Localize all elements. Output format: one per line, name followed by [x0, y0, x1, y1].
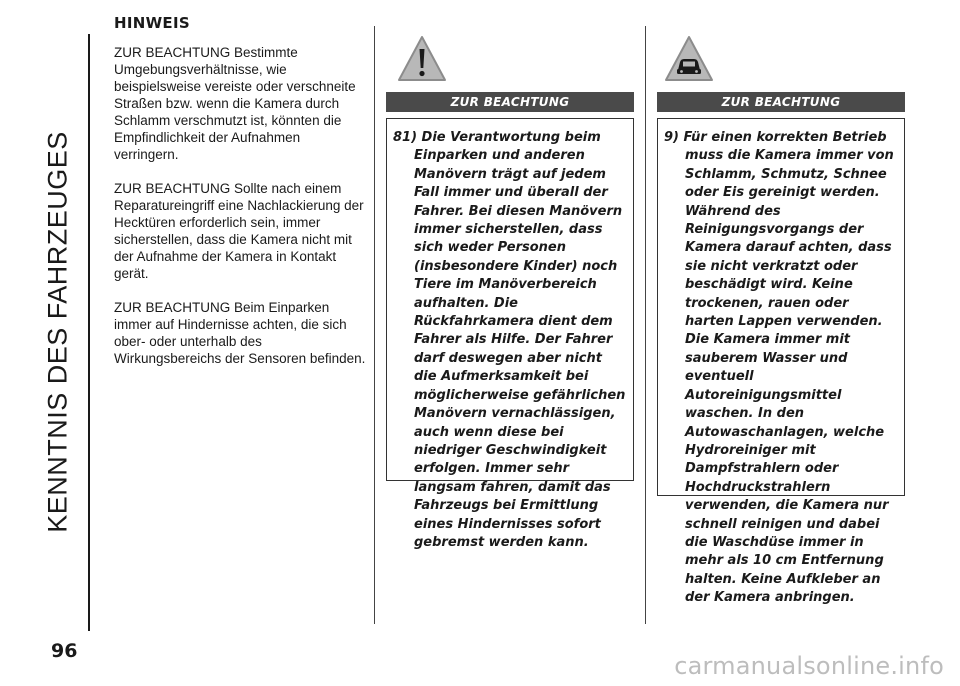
side-section-title: KENNTNIS DES FAHRZEUGES	[42, 131, 73, 533]
hinweis-paragraph: ZUR BEACHTUNG Bestimmte Umgebungsverhältnisse, wie beispielsweise vereiste oder verschneite Straßen bzw. wenn die Kamera durch Schlamm verschmutzt ist, könnten die Empfindlichkeit der Aufnahmen verringern.	[114, 45, 356, 162]
warning-box	[657, 118, 905, 606]
warning-label-bar: ZUR BEACHTUNG	[386, 92, 634, 112]
warning-box	[386, 118, 634, 550]
hinweis-column	[114, 14, 366, 384]
column-divider	[645, 26, 646, 624]
warning-text: 9) Für einen korrekten Betrieb muss die Kamera immer von Schlamm, Schmutz, Schnee oder Eis gereinigt werden. Während des Reinigungsvorgangs der Kamera darauf achten, dass sie nicht verkratzt oder beschädigt wird. Keine trockenen, rauen oder harten Lappen verwenden. Die Kamera immer mit sauberem Wasser und eventuell Autoreinigungsmittel waschen. In den Autowaschanlagen, welche Hydroreiniger mit Dampfstrahlern oder Hochdruckstrahlern verwenden, die Kamera nur schnell reinigen und dabei die Waschdüse immer in mehr als 10 cm Entfernung halten. Keine Aufkleber an der Kamera anbringen.	[664, 130, 894, 606]
warning-label-bar: ZUR BEACHTUNG	[657, 92, 905, 112]
column-divider	[374, 26, 375, 624]
exclamation-warning-icon	[396, 34, 448, 84]
side-rule	[88, 34, 90, 631]
hinweis-paragraph: ZUR BEACHTUNG Sollte nach einem Reparatureingriff eine Nachlackierung der Hecktüren erforderlich sein, immer sicherstellen, dass die Kamera nicht mit der Aufnahme der Kamera in Kontakt gerät.	[114, 181, 364, 281]
hinweis-paragraph: ZUR BEACHTUNG Beim Einparken immer auf Hindernisse achten, die sich ober- oder unterhalb des Wirkungsbereichs der Sensoren befinden.	[114, 300, 366, 366]
car-warning-icon	[663, 34, 715, 84]
watermark: carmanualsonline.info	[674, 652, 944, 680]
hinweis-heading: HINWEIS	[114, 14, 190, 32]
page-number: 96	[51, 640, 78, 662]
warning-text: 81) Die Verantwortung beim Einparken und anderen Manövern trägt auf jedem Fall immer und überall der Fahrer. Bei diesen Manövern immer sicherstellen, dass sich weder Personen (insbesondere Kinder) noch Tiere im Manöverbereich aufhalten. Die Rückfahrkamera dient dem Fahrer als Hilfe. Der Fahrer darf deswegen aber nicht die Aufmerksamkeit bei möglicherweise gefährlichen Manövern vernachlässigen, auch wenn diese bei niedriger Geschwindigkeit erfolgen. Immer sehr langsam fahren, damit das Fahrzeugs bei Ermittlung eines Hindernisses sofort gebremst werden kann.	[393, 130, 626, 550]
